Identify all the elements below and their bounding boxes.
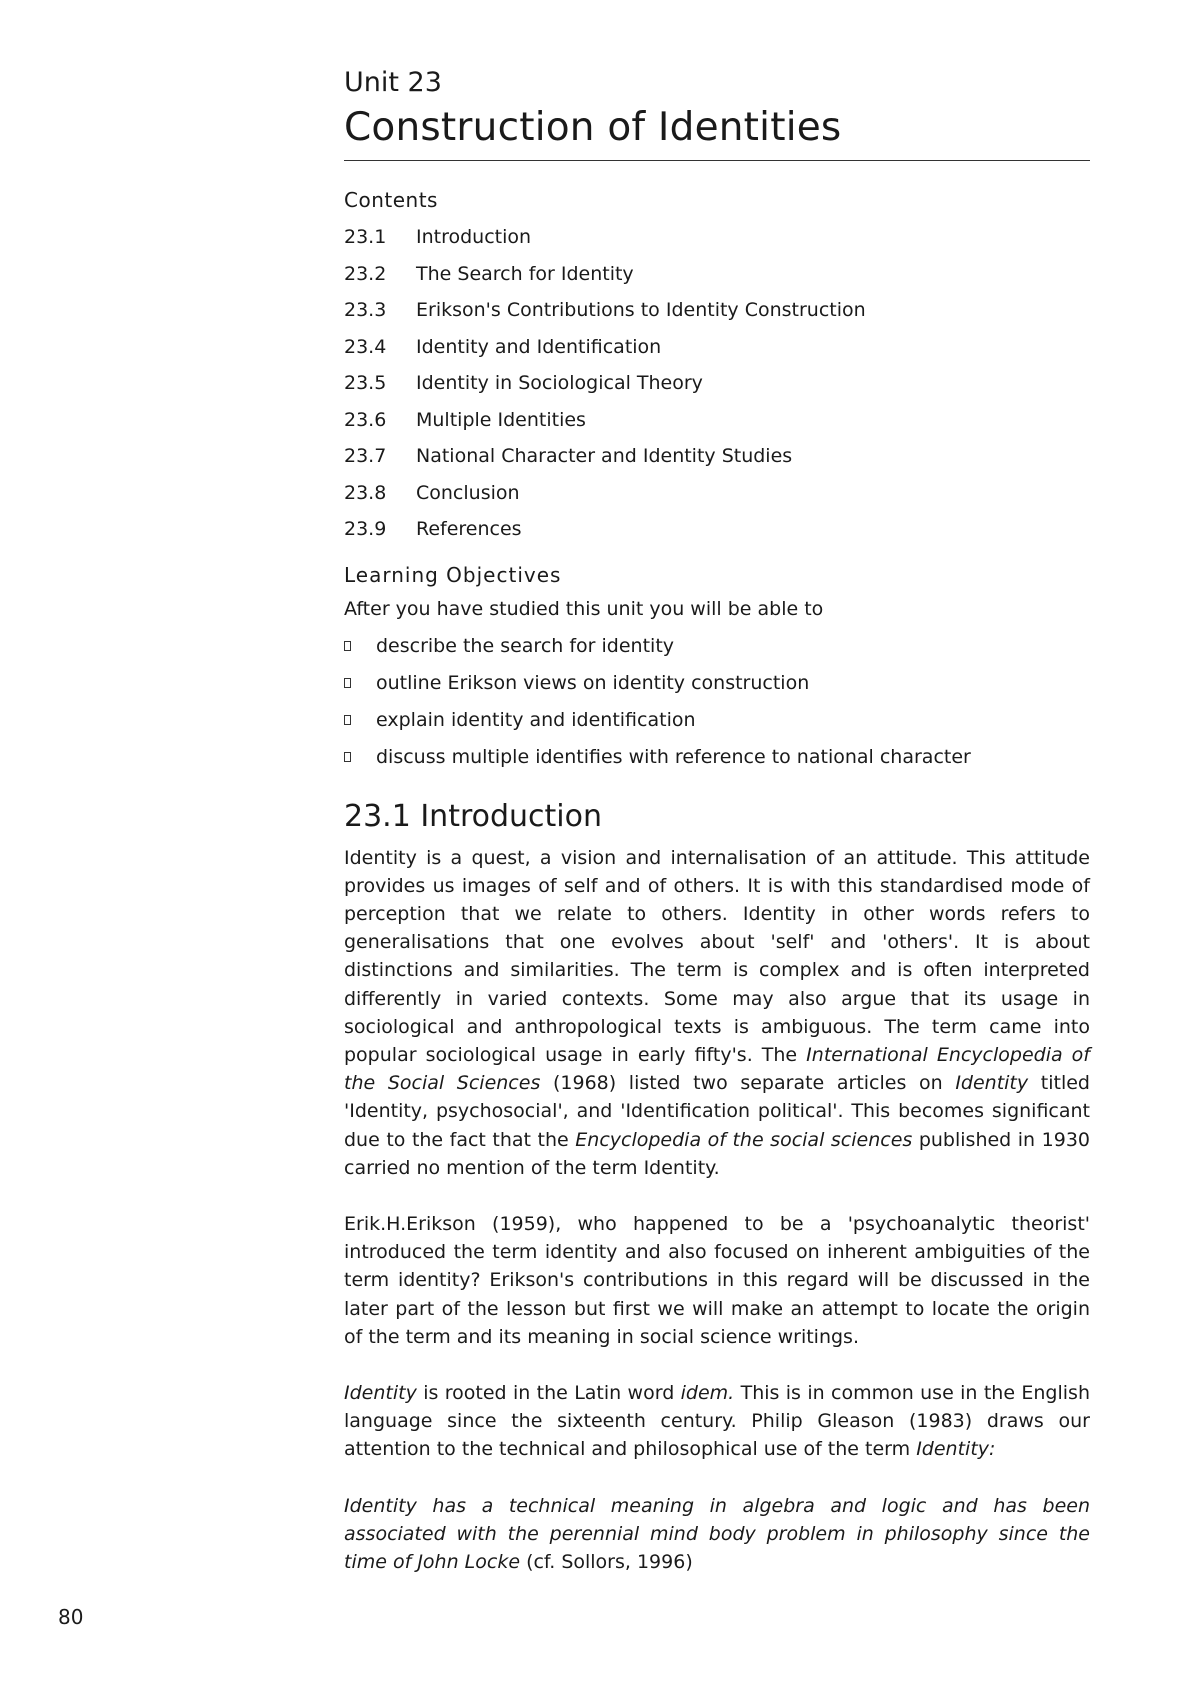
quote-citation: (cf. Sollors, 1996) [520, 1550, 693, 1573]
toc-label: Multiple Identities [416, 408, 586, 431]
objective-text: discuss multiple identifies with reference to national character [376, 745, 971, 768]
section-heading: 23.1 Introduction [344, 798, 603, 834]
text-run: Identity is a quest, a vision and internalisation of an attitude. This attitude provides us images of self and of others. It is with this standardised mode of perception that we relate to others. Identity in other words refers to generalisations that one evolves about 'self' and 'others'. It is about distinctions and similarities. The term is complex and is often interpreted differently in varied contexts. Some may also argue that its usage in sociological and anthropological texts is ambiguous. The term came into popular sociological usage in early fifty's. The [344, 846, 1090, 1066]
toc-label: Conclusion [416, 481, 520, 504]
toc-item [344, 365, 1090, 402]
document-page [344, 66, 1090, 1576]
objective-text: explain identity and identification [376, 708, 696, 731]
unit-title: Construction of Identities [344, 104, 1090, 161]
italic-term: idem. [680, 1381, 735, 1404]
learning-objectives-label: Learning Objectives [344, 562, 562, 587]
italic-title: International Encyclopedia of the Social Sciences [344, 1043, 1090, 1095]
toc-item [344, 511, 1090, 548]
objective-item [344, 665, 1090, 702]
toc-number: 23.5 [344, 372, 387, 394]
objective-item [344, 628, 1090, 665]
table-of-contents [344, 219, 1090, 548]
toc-item [344, 402, 1090, 439]
toc-item [344, 292, 1090, 329]
unit-label: Unit 23 [344, 67, 442, 98]
text-run: This is in common use in the English language since the sixteenth century. Philip Gleason (1983) draws our attention to the technical and philosophical use of the term [344, 1381, 1090, 1461]
quote-text: Identity has a technical meaning in algebra and logic and has been associated with the perennial mind body problem in philosophy since the time of John Locke [344, 1494, 1090, 1573]
toc-number: 23.6 [344, 408, 387, 431]
intro-paragraph-3 [344, 1379, 1090, 1464]
toc-item [344, 329, 1090, 366]
toc-number: 23.7 [344, 445, 387, 467]
objective-text: outline Erikson views on identity construction [376, 671, 810, 694]
toc-number: 23.9 [344, 518, 387, 540]
objectives-intro: After you have studied this unit you will be able to [344, 597, 824, 620]
toc-label: References [416, 518, 522, 540]
text-run: titled 'Identity, psychosocial', and 'Identification political'. This becomes significant due to the fact that the [344, 1072, 1090, 1151]
square-bullet-icon [344, 715, 351, 725]
toc-item [344, 256, 1090, 293]
toc-label: National Character and Identity Studies [416, 445, 793, 467]
square-bullet-icon [344, 641, 351, 651]
text-run: published in 1930 carried no mention of the term Identity. [344, 1128, 1090, 1179]
toc-item [344, 475, 1090, 512]
toc-number: 23.3 [344, 299, 387, 321]
square-bullet-icon [344, 678, 351, 688]
toc-label: Identity and Identification [416, 335, 662, 358]
toc-number: 23.8 [344, 481, 387, 504]
italic-term: Identity [344, 1381, 417, 1404]
intro-paragraph-2: Erik.H.Erikson (1959), who happened to be a 'psychoanalytic theorist' introduced the term identity and also focused on inherent ambiguities of the term identity? Erikson's contributions in this regard will be discussed in the later part of the lesson but first we will make an attempt to locate the origin of the term and its meaning in social science writings. [344, 1212, 1090, 1348]
italic-term: Identity [955, 1072, 1029, 1095]
square-bullet-icon [344, 752, 351, 762]
toc-label: Erikson's Contributions to Identity Construction [416, 299, 866, 321]
intro-paragraph-1 [344, 844, 1090, 1182]
toc-label: Introduction [416, 226, 532, 248]
italic-term: Identity: [916, 1438, 996, 1461]
toc-number: 23.1 [344, 226, 387, 248]
objective-item [344, 702, 1090, 739]
objective-item [344, 739, 1090, 776]
toc-item [344, 219, 1090, 256]
objectives-list [344, 628, 1090, 776]
text-run: (1968) listed two separate articles on [540, 1072, 956, 1095]
toc-label: The Search for Identity [416, 262, 634, 285]
toc-item [344, 438, 1090, 475]
italic-title: Encyclopedia of the social sciences [575, 1128, 913, 1151]
contents-label: Contents [344, 188, 438, 212]
block-quote [344, 1492, 1090, 1577]
text-run: is rooted in the Latin word [416, 1381, 681, 1404]
page-number: 80 [58, 1605, 84, 1629]
toc-number: 23.4 [344, 335, 387, 358]
toc-label: Identity in Sociological Theory [416, 372, 703, 394]
objective-text: describe the search for identity [376, 634, 675, 657]
toc-number: 23.2 [344, 262, 387, 285]
